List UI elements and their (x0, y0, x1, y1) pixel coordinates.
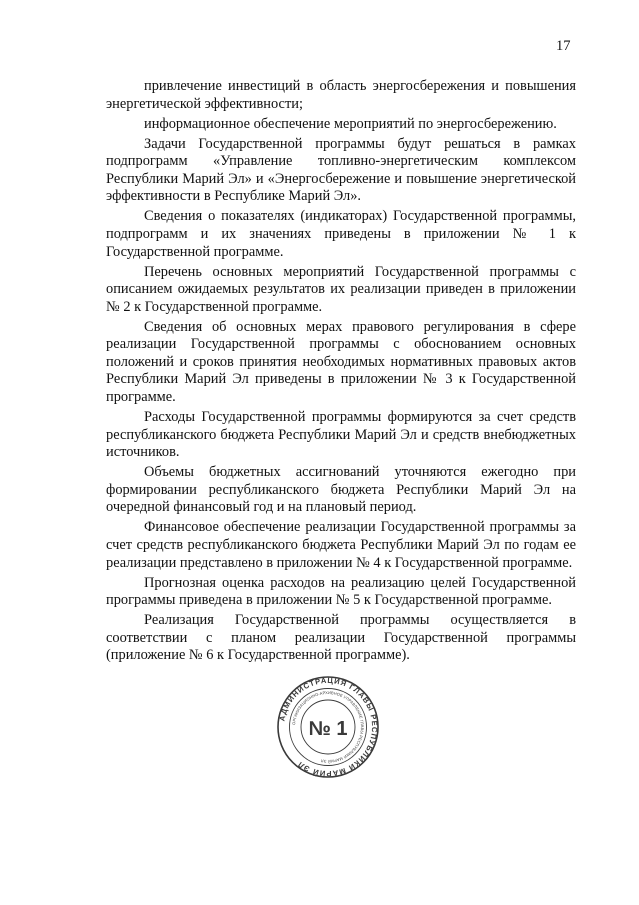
seal-inner-text: ОРГАНИЗАЦИОННО-АРХИВНОЕ УПРАВЛЕНИЕ ГЛАВЫ РЕСПУБЛИКИ МАРИЙ ЭЛ (291, 689, 366, 765)
paragraph-8: Объемы бюджетных ассигнований уточняются ежегодно при формировании республиканского бюджета Республики Марий Эл на очередной финансовый год и на плановый период. (106, 464, 576, 516)
paragraph-1: привлечение инвестиций в область энергосбережения и повышения энергетической эффективности; (106, 78, 576, 112)
paragraph-11: Реализация Государственной программы осуществляется в соответствии с планом реализации Государственной программы (приложение № 6 к Государственной программе). (106, 612, 576, 664)
official-seal (277, 676, 379, 778)
page-number: 17 (556, 38, 571, 54)
paragraph-4: Сведения о показателях (индикаторах) Государственной программы, подпрограмм и их значениях приведены в приложении № 1 к Государственной программе. (106, 208, 576, 260)
seal-number: № 1 (308, 718, 348, 740)
paragraph-3: Задачи Государственной программы будут решаться в рамках подпрограмм «Управление топливно-энергетическим комплексом Республики Марий Эл» и «Энергосбережение и повышение энергетической эффективности в Республике Марий Эл». (106, 135, 576, 205)
paragraph-10: Прогнозная оценка расходов на реализацию целей Государственной программы приведена в приложении № 5 к Государственной программе. (106, 574, 576, 609)
seal-outer-text: АДМИНИСТРАЦИЯ ГЛАВЫ РЕСПУБЛИКИ МАРИЙ ЭЛ (277, 676, 379, 778)
paragraph-5: Перечень основных мероприятий Государственной программы с описанием ожидаемых результатов их реализации приведен в приложении № 2 к Государственной программе. (106, 263, 576, 315)
document-body (106, 78, 576, 667)
paragraph-7: Расходы Государственной программы формируются за счет средств республиканского бюджета Республики Марий Эл и средств внебюджетных источников. (106, 409, 576, 461)
paragraph-6: Сведения об основных мерах правового регулирования в сфере реализации Государственной программы с обоснованием основных положений и сроков принятия необходимых нормативных правовых актов Республики Марий Эл приведены в приложении № 3 к Государственной программе. (106, 318, 576, 406)
paragraph-2: информационное обеспечение мероприятий по энергосбережению. (144, 115, 557, 132)
paragraph-9: Финансовое обеспечение реализации Государственной программы за счет средств республиканского бюджета Республики Марий Эл по годам ее реализации представлено в приложении № 4 к Государственной программе. (106, 519, 576, 571)
